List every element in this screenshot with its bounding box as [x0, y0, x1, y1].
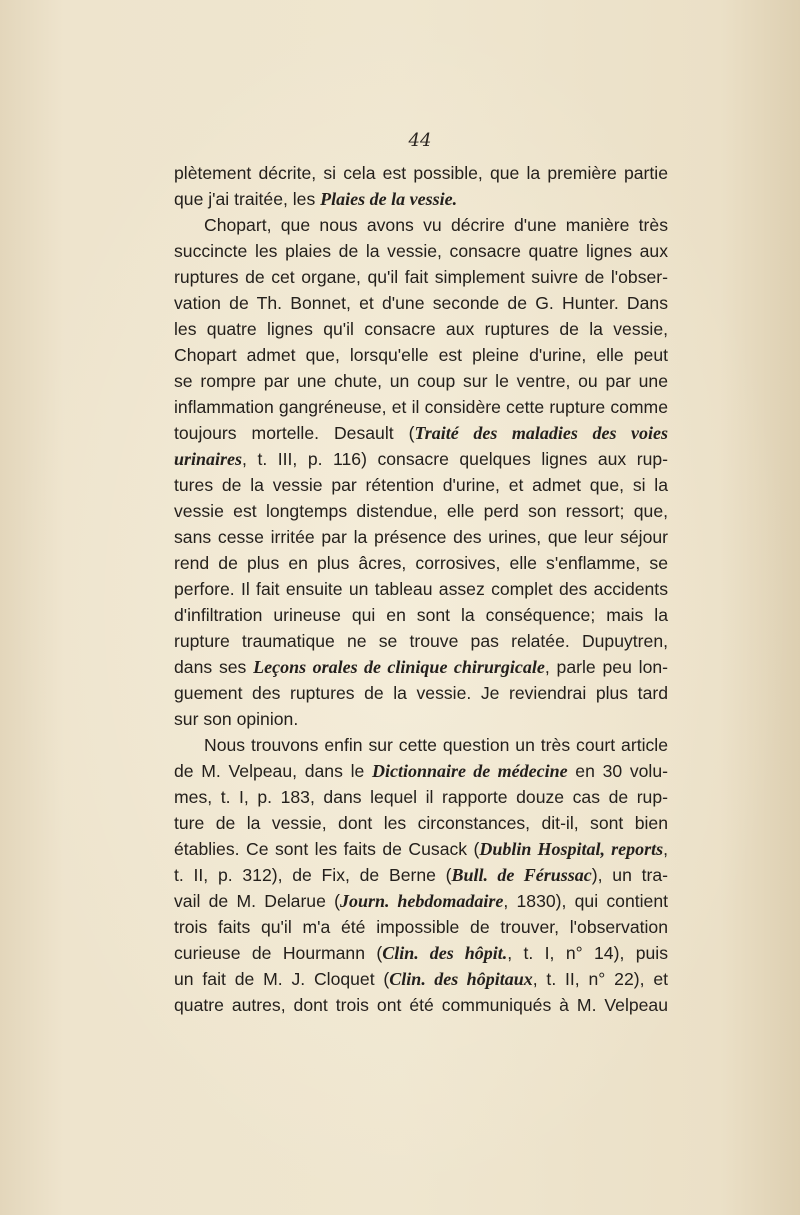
- text-line: [174, 498, 668, 524]
- italic-text: Dublin Hospital, reports: [479, 839, 664, 859]
- text-line: [174, 316, 668, 342]
- text-segment: rend de plus en plus âcres, corrosives, elle s'enflamme, se: [174, 553, 668, 573]
- line-content: [204, 732, 668, 758]
- italic-text: Dictionnaire de médecine: [371, 761, 568, 781]
- text-segment: , parle peu lon-: [544, 657, 669, 677]
- italic-text: Traité des maladies des voies: [414, 423, 668, 443]
- text-segment: Nous trouvons enfin sur cette question un très court article: [204, 735, 668, 755]
- text-line: [174, 940, 668, 966]
- text-segment: établies. Ce sont les faits de Cusack (: [174, 839, 480, 859]
- line-content: [174, 498, 668, 524]
- line-content: [174, 940, 668, 966]
- line-content: [174, 550, 668, 576]
- text-segment: , t. II, n° 22), et: [532, 969, 668, 989]
- italic-text: Journ. hebdomadaire: [339, 891, 504, 911]
- body-text: [174, 160, 668, 1018]
- text-line: [174, 862, 668, 888]
- text-line: [174, 160, 668, 186]
- text-segment: sans cesse irritée par la présence des urines, que leur séjour: [174, 527, 668, 547]
- line-content: [174, 654, 668, 680]
- text-line: [174, 654, 668, 680]
- line-content: [174, 342, 668, 368]
- italic-text: Bull. de Férussac: [451, 865, 592, 885]
- text-segment: inflammation gangréneuse, et il considère cette rupture comme: [174, 397, 668, 417]
- text-line: [174, 888, 668, 914]
- text-segment: toujours mortelle. Desault (: [174, 423, 415, 443]
- line-content: [174, 862, 668, 888]
- text-segment: vail de M. Delarue (: [174, 891, 340, 911]
- text-line: [174, 238, 668, 264]
- line-content: [174, 680, 668, 706]
- italic-text: Clin. des hôpit.: [382, 943, 508, 963]
- text-line: [174, 368, 668, 394]
- text-line: [174, 446, 668, 472]
- line-content: [174, 602, 668, 628]
- text-segment: Chopart admet que, lorsqu'elle est pleine d'urine, elle peut: [174, 345, 668, 365]
- line-content: [174, 446, 668, 472]
- line-content: [174, 394, 668, 420]
- line-content: [174, 628, 668, 654]
- line-content: [174, 576, 668, 602]
- text-line: [174, 290, 668, 316]
- text-line: [174, 550, 668, 576]
- line-content: [174, 264, 668, 290]
- line-content: [174, 966, 668, 992]
- text-line: [174, 992, 668, 1018]
- text-line: [174, 524, 668, 550]
- text-segment: de M. Velpeau, dans le: [174, 761, 372, 781]
- text-segment: se rompre par une chute, un coup sur le ventre, ou par une: [174, 371, 668, 391]
- text-segment: dans ses: [174, 657, 254, 677]
- text-line: [174, 472, 668, 498]
- line-content: [174, 420, 668, 446]
- text-segment: sur son opinion.: [174, 709, 299, 729]
- italic-text: Leçons orales de clinique chirurgicale: [253, 657, 545, 677]
- text-line: [174, 602, 668, 628]
- line-content: [174, 992, 668, 1018]
- text-line: [174, 784, 668, 810]
- text-segment: tures de la vessie par rétention d'urine, et admet que, si la: [174, 475, 668, 495]
- text-line: [174, 394, 668, 420]
- line-content: [174, 810, 668, 836]
- text-line: [174, 836, 668, 862]
- text-segment: mes, t. I, p. 183, dans lequel il rapporte douze cas de rup-: [174, 787, 668, 807]
- line-content: [174, 914, 668, 940]
- text-segment: Chopart, que nous avons vu décrire d'une manière très: [204, 215, 668, 235]
- text-line: [174, 966, 668, 992]
- italic-text: Clin. des hôpitaux: [389, 969, 533, 989]
- line-content: [174, 472, 668, 498]
- text-segment: que j'ai traitée, les: [174, 189, 321, 209]
- text-segment: plètement décrite, si cela est possible, que la première partie: [174, 163, 668, 183]
- text-segment: perfore. Il fait ensuite un tableau assez complet des accidents: [174, 579, 668, 599]
- text-line: [174, 342, 668, 368]
- text-segment: rupture traumatique ne se trouve pas relatée. Dupuytren,: [174, 631, 668, 651]
- text-line: [174, 680, 668, 706]
- text-segment: succincte les plaies de la vessie, consacre quatre lignes aux: [174, 241, 668, 261]
- text-segment: quatre autres, dont trois ont été communiqués à M. Velpeau: [174, 995, 668, 1015]
- text-segment: les quatre lignes qu'il consacre aux ruptures de la vessie,: [174, 319, 668, 339]
- text-segment: en 30 volu-: [567, 761, 668, 781]
- text-line: [174, 186, 668, 212]
- page-number: 44: [408, 130, 432, 151]
- italic-text: urinaires: [174, 449, 243, 469]
- text-segment: , 1830), qui contient: [503, 891, 668, 911]
- line-content: [174, 186, 668, 212]
- text-segment: d'infiltration urineuse qui en sont la conséquence; mais la: [174, 605, 668, 625]
- text-segment: t. II, p. 312), de Fix, de Berne (: [174, 865, 452, 885]
- text-line: [174, 914, 668, 940]
- line-content: [174, 758, 668, 784]
- text-segment: un fait de M. J. Cloquet (: [174, 969, 390, 989]
- text-segment: ruptures de cet organe, qu'il fait simplement suivre de l'obser-: [174, 267, 668, 287]
- italic-text: Plaies de la vessie.: [320, 189, 458, 209]
- line-content: [174, 888, 668, 914]
- text-segment: trois faits qu'il m'a été impossible de trouver, l'observation: [174, 917, 668, 937]
- text-line: [174, 732, 668, 758]
- text-line: [174, 264, 668, 290]
- text-segment: , t. I, n° 14), puis: [507, 943, 668, 963]
- text-segment: curieuse de Hourmann (: [174, 943, 383, 963]
- text-segment: guement des ruptures de la vessie. Je reviendrai plus tard: [174, 683, 668, 703]
- text-segment: ,: [663, 839, 668, 859]
- line-content: [204, 212, 668, 238]
- line-content: [174, 290, 668, 316]
- line-content: [174, 368, 668, 394]
- text-line: [174, 810, 668, 836]
- text-segment: vessie est longtemps distendue, elle perd son ressort; que,: [174, 501, 668, 521]
- text-line: [174, 576, 668, 602]
- line-content: [174, 160, 668, 186]
- line-content: [174, 706, 668, 732]
- text-line: [174, 758, 668, 784]
- text-line: [174, 706, 668, 732]
- text-segment: ture de la vessie, dont les circonstances, dit-il, sont bien: [174, 813, 668, 833]
- text-segment: vation de Th. Bonnet, et d'une seconde de G. Hunter. Dans: [174, 293, 668, 313]
- line-content: [174, 524, 668, 550]
- text-line: [174, 420, 668, 446]
- line-content: [174, 238, 668, 264]
- line-content: [174, 316, 668, 342]
- text-segment: ), un tra-: [591, 865, 668, 885]
- text-line: [174, 212, 668, 238]
- text-line: [174, 628, 668, 654]
- text-segment: , t. III, p. 116) consacre quelques lignes aux rup-: [242, 449, 668, 469]
- line-content: [174, 836, 668, 862]
- line-content: [174, 784, 668, 810]
